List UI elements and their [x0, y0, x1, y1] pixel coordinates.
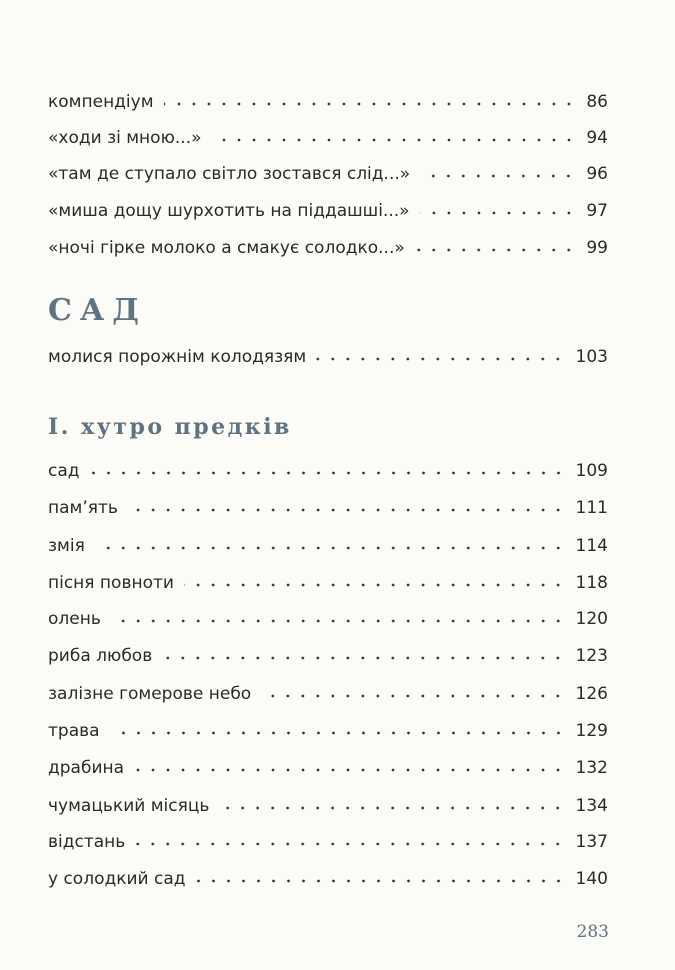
- toc-entry-title: «ночі гірке молоко а смакує солодко...»: [48, 238, 405, 258]
- toc-entry: [48, 157, 608, 185]
- subsection-heading: І. хутро предків: [48, 414, 292, 440]
- toc-entry: [48, 677, 608, 705]
- dot-leader: [420, 210, 576, 216]
- dot-leader: [184, 582, 566, 588]
- toc-entry-page: 96: [586, 164, 608, 184]
- dot-leader: [212, 137, 577, 143]
- toc-entry-title: «ходи зі мною...»: [48, 128, 202, 148]
- toc-entry-title: драбина: [48, 758, 125, 778]
- toc-entry-page: 120: [575, 609, 608, 629]
- toc-entry-page: 103: [575, 347, 608, 367]
- toc-entry-page: 123: [575, 646, 608, 666]
- dot-leader: [420, 173, 576, 179]
- section-heading: САД: [48, 293, 147, 328]
- toc-entry-title: у солодкий сад: [48, 869, 186, 889]
- toc-entry-page: 126: [575, 684, 608, 704]
- toc-entry: [48, 85, 608, 113]
- toc-entry-title: олень: [48, 609, 101, 629]
- dot-leader: [95, 545, 566, 551]
- toc-entry: [48, 340, 608, 368]
- toc-entry: [48, 602, 608, 630]
- toc-entry: [48, 639, 608, 667]
- toc-entry: [48, 491, 608, 519]
- toc-entry-title: сад: [48, 461, 80, 481]
- dot-leader: [196, 878, 566, 884]
- toc-entry-title: чумацький місяць: [48, 796, 210, 816]
- dot-leader: [110, 730, 566, 736]
- dot-leader: [162, 655, 565, 661]
- dot-leader: [219, 805, 565, 811]
- toc-entry-page: 132: [575, 758, 608, 778]
- toc-entry-title: «там де ступало світло зостався слід...»: [48, 164, 411, 184]
- toc-entry-page: 111: [575, 498, 608, 518]
- toc-entry-title: риба любов: [48, 646, 153, 666]
- toc-entry-title: трава: [48, 721, 100, 741]
- toc-entry-title: пісня повноти: [48, 573, 174, 593]
- toc-entry-title: «миша дощу шурхотить на піддашші...»: [48, 201, 410, 221]
- toc-entry-page: 118: [575, 573, 608, 593]
- toc-entry: [48, 566, 608, 594]
- page-number: 283: [576, 922, 609, 942]
- toc-entry: [48, 789, 608, 817]
- toc-entry: [48, 121, 608, 149]
- toc-entry-title: компендіум: [48, 92, 154, 112]
- toc-entry-page: 134: [575, 796, 608, 816]
- toc-entry: [48, 862, 608, 890]
- toc-entry-page: 137: [575, 832, 608, 852]
- toc-entry-title: молися порожнім колодязям: [48, 347, 307, 367]
- dot-leader: [111, 618, 566, 624]
- toc-entry-title: змія: [48, 536, 85, 556]
- dot-leader: [135, 841, 565, 847]
- toc-entry: [48, 825, 608, 853]
- dot-leader: [164, 101, 576, 107]
- toc-entry: [48, 231, 608, 259]
- dot-leader: [415, 247, 576, 253]
- dot-leader: [128, 507, 566, 513]
- toc-entry-page: 129: [575, 721, 608, 741]
- toc-entry-page: 99: [586, 238, 608, 258]
- toc-entry: [48, 194, 608, 222]
- dot-leader: [316, 356, 565, 362]
- dot-leader: [134, 767, 566, 773]
- toc-entry: [48, 454, 608, 482]
- toc-entry: [48, 751, 608, 779]
- toc-entry-page: 140: [575, 869, 608, 889]
- toc-entry: [48, 714, 608, 742]
- dot-leader: [261, 693, 565, 699]
- toc-entry-page: 109: [575, 461, 608, 481]
- toc-entry-page: 86: [586, 92, 608, 112]
- toc-entry-page: 97: [586, 201, 608, 221]
- toc-entry-title: пам’ять: [48, 498, 118, 518]
- toc-entry: [48, 529, 608, 557]
- toc-entry-page: 94: [586, 128, 608, 148]
- dot-leader: [90, 470, 566, 476]
- toc-entry-title: відстань: [48, 832, 126, 852]
- toc-entry-title: залізне гомерове небо: [48, 684, 252, 704]
- toc-entry-page: 114: [575, 536, 608, 556]
